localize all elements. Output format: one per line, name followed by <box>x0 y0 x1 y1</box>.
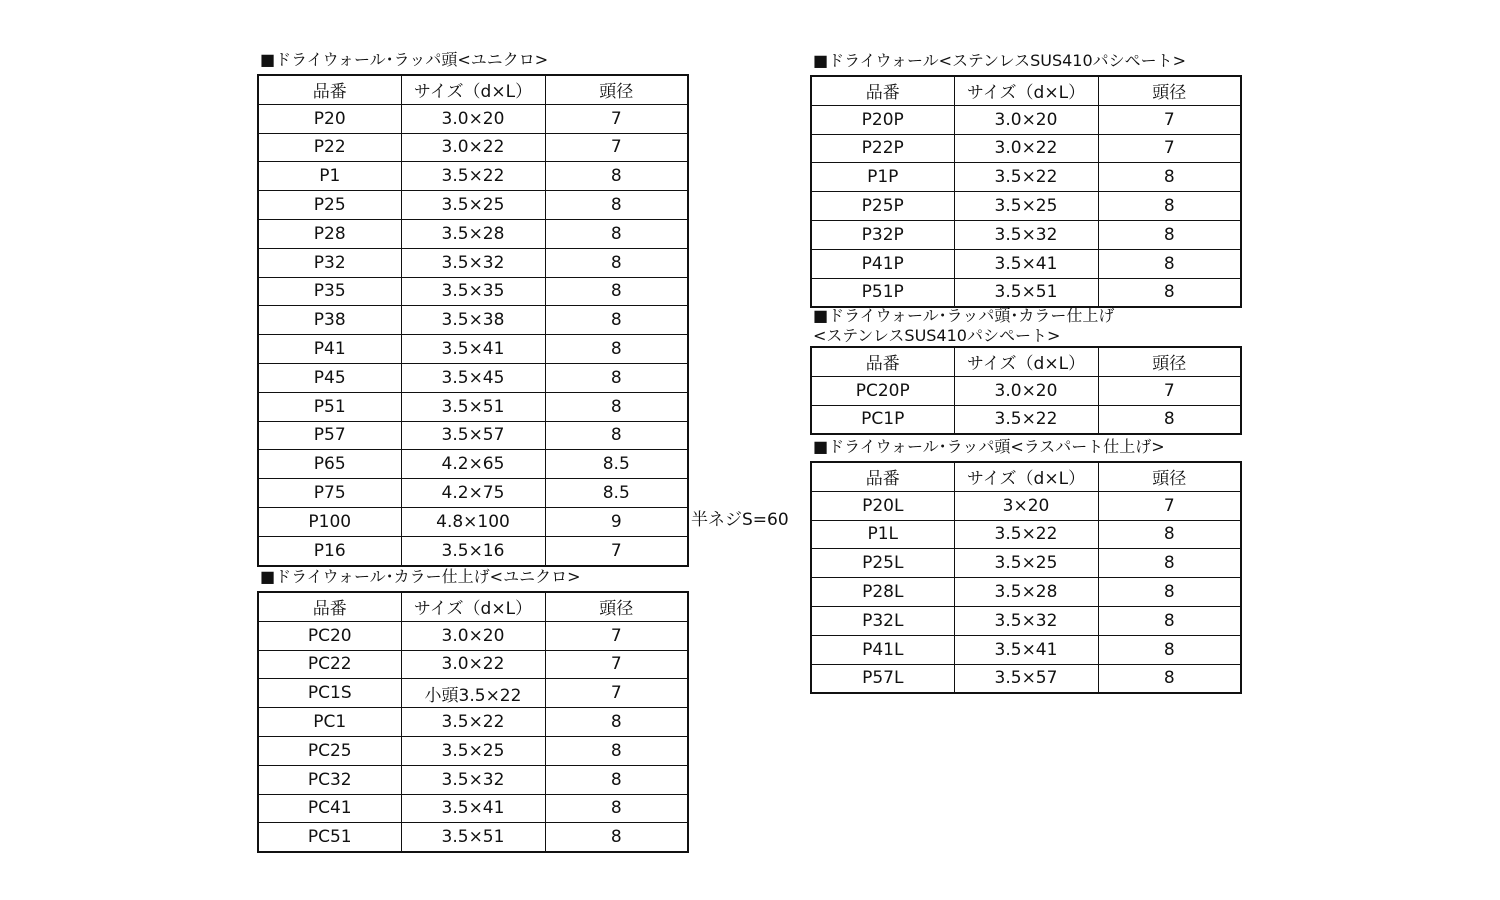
cell-head-diameter: 7 <box>545 679 688 708</box>
cell-size: 3.5×41 <box>401 335 545 364</box>
table-row <box>258 794 688 823</box>
cell-code: P57 <box>258 421 401 450</box>
cell-size: 3.5×25 <box>954 549 1098 578</box>
table-row <box>258 363 688 392</box>
cell-code: P32L <box>811 606 954 635</box>
cell-head-diameter: 8 <box>1098 549 1241 578</box>
cell-size: 3.5×16 <box>401 536 545 565</box>
cell-code: P28 <box>258 219 401 248</box>
section-title-yunikuro: ■ドライウォール･ラッパ頭<ユニクロ> <box>260 50 549 69</box>
table-row <box>258 823 688 852</box>
header-size: サイズ（d×L） <box>401 75 545 104</box>
cell-head-diameter: 8.5 <box>545 479 688 508</box>
cell-head-diameter: 8 <box>545 765 688 794</box>
table-row <box>811 105 1241 134</box>
header-code: 品番 <box>811 76 954 105</box>
cell-code: P20L <box>811 491 954 520</box>
cell-size: 3.5×25 <box>954 192 1098 221</box>
spec-table-yunikuro <box>257 74 689 567</box>
table-row <box>258 450 688 479</box>
table-row <box>811 278 1241 307</box>
header-size: サイズ（d×L） <box>401 592 545 621</box>
cell-size: 3.5×35 <box>401 277 545 306</box>
cell-head-diameter: 8 <box>545 794 688 823</box>
cell-head-diameter: 8 <box>1098 635 1241 664</box>
cell-head-diameter: 8 <box>545 306 688 335</box>
cell-head-diameter: 8 <box>1098 163 1241 192</box>
header-head-diameter: 頭径 <box>1098 76 1241 105</box>
table-row <box>258 621 688 650</box>
cell-code: P1P <box>811 163 954 192</box>
section-title-raspart: ■ドライウォール･ラッパ頭<ラスパート仕上げ> <box>813 437 1165 456</box>
cell-code: PC22 <box>258 650 401 679</box>
table-row <box>258 536 688 565</box>
table-row <box>811 520 1241 549</box>
cell-size: 3.0×20 <box>401 104 545 133</box>
cell-code: PC20P <box>811 376 954 405</box>
cell-code: P41 <box>258 335 401 364</box>
cell-size: 3.5×41 <box>954 635 1098 664</box>
table-row <box>258 219 688 248</box>
cell-code: P32P <box>811 220 954 249</box>
cell-head-diameter: 7 <box>1098 105 1241 134</box>
table-row <box>258 306 688 335</box>
cell-head-diameter: 7 <box>545 621 688 650</box>
cell-size: 3.5×22 <box>954 405 1098 434</box>
cell-size: 3.5×51 <box>401 392 545 421</box>
section-title-stainless: ■ドライウォール<ステンレスSUS410パシペート> <box>813 51 1187 70</box>
cell-size: 3.5×22 <box>401 708 545 737</box>
cell-size: 3.5×22 <box>401 162 545 191</box>
table-row <box>811 220 1241 249</box>
table-row <box>811 635 1241 664</box>
table-row <box>811 664 1241 693</box>
cell-size: 4.2×65 <box>401 450 545 479</box>
cell-head-diameter: 8 <box>545 277 688 306</box>
cell-code: P22 <box>258 133 401 162</box>
cell-code: P25L <box>811 549 954 578</box>
cell-code: P22P <box>811 134 954 163</box>
cell-size: 小頭3.5×22 <box>401 679 545 708</box>
cell-code: PC1S <box>258 679 401 708</box>
table-row <box>258 765 688 794</box>
table-row <box>811 376 1241 405</box>
table-row <box>258 248 688 277</box>
spec-table-raspart <box>810 461 1242 694</box>
cell-code: P16 <box>258 536 401 565</box>
cell-code: PC1 <box>258 708 401 737</box>
cell-code: P1L <box>811 520 954 549</box>
cell-code: P41L <box>811 635 954 664</box>
header-head-diameter: 頭径 <box>1098 462 1241 491</box>
cell-size: 3.5×41 <box>401 794 545 823</box>
cell-head-diameter: 8 <box>545 248 688 277</box>
cell-head-diameter: 8 <box>545 335 688 364</box>
table-row <box>811 134 1241 163</box>
table-row <box>811 192 1241 221</box>
table-row <box>258 507 688 536</box>
cell-code: P28L <box>811 578 954 607</box>
header-code: 品番 <box>258 75 401 104</box>
cell-code: P51P <box>811 278 954 307</box>
cell-size: 3.5×25 <box>401 736 545 765</box>
cell-size: 3.0×22 <box>401 650 545 679</box>
cell-head-diameter: 8 <box>1098 664 1241 693</box>
cell-head-diameter: 7 <box>545 104 688 133</box>
cell-head-diameter: 8.5 <box>545 450 688 479</box>
cell-code: P25 <box>258 191 401 220</box>
table-row <box>258 479 688 508</box>
cell-size: 3.0×20 <box>401 621 545 650</box>
cell-head-diameter: 8 <box>545 363 688 392</box>
cell-code: PC32 <box>258 765 401 794</box>
cell-head-diameter: 8 <box>545 823 688 852</box>
table-row <box>811 578 1241 607</box>
cell-size: 3.0×22 <box>401 133 545 162</box>
cell-head-diameter: 8 <box>1098 249 1241 278</box>
cell-size: 3.5×32 <box>401 765 545 794</box>
table-row <box>258 133 688 162</box>
cell-head-diameter: 8 <box>545 219 688 248</box>
cell-size: 3.5×25 <box>401 191 545 220</box>
cell-code: P57L <box>811 664 954 693</box>
cell-code: P45 <box>258 363 401 392</box>
table-row <box>258 421 688 450</box>
header-size: サイズ（d×L） <box>954 76 1098 105</box>
cell-head-diameter: 8 <box>545 421 688 450</box>
table-row <box>811 405 1241 434</box>
header-size: サイズ（d×L） <box>954 462 1098 491</box>
cell-head-diameter: 7 <box>1098 376 1241 405</box>
spec-table-stainless <box>810 75 1242 308</box>
header-code: 品番 <box>811 347 954 376</box>
table-header-row <box>258 592 688 621</box>
cell-size: 3.5×51 <box>401 823 545 852</box>
cell-code: PC25 <box>258 736 401 765</box>
table-row <box>258 679 688 708</box>
header-size: サイズ（d×L） <box>954 347 1098 376</box>
table-row <box>811 606 1241 635</box>
cell-head-diameter: 8 <box>1098 192 1241 221</box>
cell-size: 3.5×28 <box>401 219 545 248</box>
cell-size: 3.5×32 <box>401 248 545 277</box>
cell-code: P100 <box>258 507 401 536</box>
section-title-color-yunikuro: ■ドライウォール･カラー仕上げ<ユニクロ> <box>260 567 581 586</box>
cell-head-diameter: 8 <box>1098 220 1241 249</box>
cell-size: 3.5×51 <box>954 278 1098 307</box>
cell-head-diameter: 7 <box>545 536 688 565</box>
cell-head-diameter: 7 <box>1098 134 1241 163</box>
table-header-row <box>811 76 1241 105</box>
table-row <box>258 335 688 364</box>
cell-size: 3.0×20 <box>954 105 1098 134</box>
cell-code: P75 <box>258 479 401 508</box>
table-header-row <box>811 347 1241 376</box>
cell-head-diameter: 8 <box>1098 578 1241 607</box>
cell-code: P41P <box>811 249 954 278</box>
cell-size: 3.5×32 <box>954 606 1098 635</box>
cell-head-diameter: 8 <box>545 392 688 421</box>
cell-head-diameter: 8 <box>1098 520 1241 549</box>
cell-head-diameter: 7 <box>545 650 688 679</box>
header-code: 品番 <box>258 592 401 621</box>
header-head-diameter: 頭径 <box>545 75 688 104</box>
cell-size: 3.5×22 <box>954 520 1098 549</box>
table-row <box>258 104 688 133</box>
cell-code: P65 <box>258 450 401 479</box>
cell-code: P51 <box>258 392 401 421</box>
cell-size: 3.5×41 <box>954 249 1098 278</box>
cell-code: P20 <box>258 104 401 133</box>
cell-head-diameter: 8 <box>545 162 688 191</box>
cell-size: 3.5×22 <box>954 163 1098 192</box>
table-header-row <box>258 75 688 104</box>
cell-head-diameter: 8 <box>1098 278 1241 307</box>
table-row <box>258 392 688 421</box>
header-head-diameter: 頭径 <box>1098 347 1241 376</box>
cell-head-diameter: 7 <box>545 133 688 162</box>
cell-size: 3.5×32 <box>954 220 1098 249</box>
section-title-stainless-color: ■ドライウォール･ラッパ頭･カラー仕上げ <ステンレスSUS410パシペート> <box>813 306 1115 345</box>
spec-table-color-yunikuro <box>257 591 689 853</box>
cell-size: 3.5×57 <box>954 664 1098 693</box>
table-row <box>258 277 688 306</box>
cell-code: PC41 <box>258 794 401 823</box>
cell-code: P25P <box>811 192 954 221</box>
half-thread-note: 半ネジS=60 <box>691 510 789 530</box>
cell-code: P1 <box>258 162 401 191</box>
cell-size: 3×20 <box>954 491 1098 520</box>
spec-table-stainless-color <box>810 346 1242 435</box>
header-code: 品番 <box>811 462 954 491</box>
cell-size: 4.2×75 <box>401 479 545 508</box>
cell-code: PC20 <box>258 621 401 650</box>
table-row <box>258 162 688 191</box>
table-row <box>258 650 688 679</box>
cell-size: 3.5×45 <box>401 363 545 392</box>
table-row <box>258 708 688 737</box>
cell-size: 3.5×38 <box>401 306 545 335</box>
cell-head-diameter: 8 <box>545 708 688 737</box>
table-row <box>811 163 1241 192</box>
table-row <box>811 549 1241 578</box>
cell-head-diameter: 9 <box>545 507 688 536</box>
cell-code: PC1P <box>811 405 954 434</box>
cell-size: 4.8×100 <box>401 507 545 536</box>
cell-head-diameter: 8 <box>1098 405 1241 434</box>
cell-head-diameter: 8 <box>545 191 688 220</box>
cell-code: P32 <box>258 248 401 277</box>
header-head-diameter: 頭径 <box>545 592 688 621</box>
table-header-row <box>811 462 1241 491</box>
cell-head-diameter: 8 <box>545 736 688 765</box>
cell-code: PC51 <box>258 823 401 852</box>
table-row <box>258 736 688 765</box>
cell-head-diameter: 8 <box>1098 606 1241 635</box>
cell-code: P38 <box>258 306 401 335</box>
cell-code: P20P <box>811 105 954 134</box>
table-row <box>258 191 688 220</box>
cell-size: 3.0×20 <box>954 376 1098 405</box>
cell-size: 3.0×22 <box>954 134 1098 163</box>
cell-size: 3.5×28 <box>954 578 1098 607</box>
cell-head-diameter: 7 <box>1098 491 1241 520</box>
table-row <box>811 249 1241 278</box>
cell-size: 3.5×57 <box>401 421 545 450</box>
cell-code: P35 <box>258 277 401 306</box>
table-row <box>811 491 1241 520</box>
